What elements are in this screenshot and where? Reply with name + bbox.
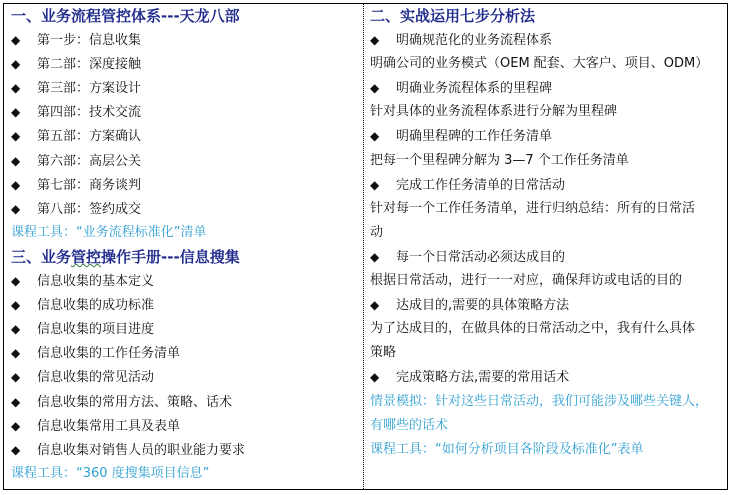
bullet-diamond-icon: ◆ (370, 370, 380, 385)
right-lines (370, 28, 727, 462)
bullet-diamond-icon: ◆ (11, 177, 21, 192)
step-item-text: 第八部：签约成交 (37, 201, 142, 217)
step-item-text: 第七部：商务谈判 (37, 177, 142, 193)
step-item-text: 第一步：信息收集 (37, 33, 142, 49)
steps-list (11, 28, 363, 221)
bullet-diamond-icon: ◆ (11, 370, 21, 385)
bullet-diamond-icon: ◆ (370, 129, 380, 144)
step-item (11, 76, 363, 100)
bullet-diamond-icon: ◆ (11, 418, 21, 433)
step-item-text: 第二部：深度接触 (37, 57, 142, 73)
step-item-text: 第六部：高层公关 (37, 153, 142, 169)
bullet-diamond-icon: ◆ (370, 249, 380, 264)
bullet-diamond-icon: ◆ (11, 33, 21, 48)
description-line: 动 (370, 224, 384, 240)
tool-line: 课程工具：“如何分析项目各阶段及标准化”表单 (370, 441, 644, 457)
info-item-text: 信息收集的常用方法、策略、话术 (37, 394, 233, 410)
description-line: 根据日常活动，进行一一对应，确保拜访或电话的目的 (370, 273, 683, 289)
heading3-part-c: 操作手册---信息搜集 (101, 247, 240, 266)
description-line: 针对具体的业务流程体系进行分解为里程碑 (370, 104, 618, 120)
analysis-step (370, 124, 727, 148)
bullet-diamond-icon: ◆ (370, 298, 380, 313)
info-item-text: 信息收集对销售人员的职业能力要求 (37, 442, 246, 458)
step-item (11, 173, 363, 197)
info-item (11, 317, 363, 341)
step-item-text: 第三部：方案设计 (37, 81, 142, 97)
bullet-diamond-icon: ◆ (11, 298, 21, 313)
step-item (11, 52, 363, 76)
info-item (11, 365, 363, 389)
right-column (364, 4, 727, 489)
bullet-diamond-icon: ◆ (11, 129, 21, 144)
bullet-diamond-icon: ◆ (11, 274, 21, 289)
bullet-diamond-icon: ◆ (11, 201, 21, 216)
bullet-diamond-icon: ◆ (11, 322, 21, 337)
info-item (11, 438, 363, 462)
step-item (11, 197, 363, 221)
info-item-text: 信息收集的工作任务清单 (37, 346, 181, 362)
tool-line: 有哪些的话术 (370, 417, 449, 433)
bullet-diamond-icon: ◆ (11, 442, 21, 457)
step-item (11, 149, 363, 173)
info-item-text: 信息收集的常见活动 (37, 370, 155, 386)
bullet-diamond-icon: ◆ (11, 105, 21, 120)
step-item (11, 28, 363, 52)
analysis-step-text: 完成工作任务清单的日常活动 (396, 177, 566, 193)
bullet-diamond-icon: ◆ (370, 81, 380, 96)
content-table (3, 3, 728, 490)
info-item-text: 信息收集的基本定义 (37, 274, 155, 290)
left-column (4, 4, 364, 489)
description-line: 明确公司的业务模式（OEM 配套、大客户、项目、ODM） (370, 56, 709, 72)
heading3-part-b: 管控 (71, 247, 102, 266)
analysis-step-text: 明确业务流程体系的里程碑 (396, 81, 553, 97)
bullet-diamond-icon: ◆ (11, 394, 21, 409)
analysis-step-text: 明确里程碑的工作任务清单 (396, 129, 553, 145)
info-item (11, 293, 363, 317)
description-line: 针对每一个工作任务清单，进行归纳总结：所有的日常活 (370, 200, 696, 216)
course-tool-1: 课程工具：“业务流程标准化”清单 (11, 224, 207, 240)
description-line: 策略 (370, 345, 397, 361)
heading3-part-a: 三、业务 (11, 247, 72, 266)
bullet-diamond-icon: ◆ (11, 153, 21, 168)
step-item (11, 100, 363, 124)
analysis-step (370, 365, 727, 389)
description-line: 为了达成目的，在做具体的日常活动之中，我有什么具体 (370, 321, 696, 337)
analysis-step-text: 每一个日常活动必须达成目的 (396, 249, 566, 265)
step-item-text: 第五部：方案确认 (37, 129, 142, 145)
info-item (11, 269, 363, 293)
analysis-step (370, 173, 727, 197)
bullet-diamond-icon: ◆ (11, 57, 21, 72)
tool-line: 情景模拟：针对这些日常活动，我们可能涉及哪些关键人， (370, 393, 709, 409)
bullet-diamond-icon: ◆ (11, 81, 21, 96)
info-item (11, 341, 363, 365)
analysis-step (370, 28, 727, 52)
info-list (11, 269, 363, 462)
bullet-diamond-icon: ◆ (370, 177, 380, 192)
analysis-step (370, 293, 727, 317)
section-heading-3 (11, 245, 363, 269)
analysis-step (370, 76, 727, 100)
step-item-text: 第四部：技术交流 (37, 105, 142, 121)
info-item (11, 390, 363, 414)
section-heading-1: 一、业务流程管控体系---天龙八部 (11, 7, 240, 25)
section-heading-2: 二、实战运用七步分析法 (370, 7, 536, 25)
description-line: 把每一个里程碑分解为 3—7 个工作任务清单 (370, 152, 629, 168)
info-item (11, 414, 363, 438)
course-tool-3: 课程工具：“360 度搜集项目信息” (11, 465, 210, 481)
analysis-step-text: 明确规范化的业务流程体系 (396, 33, 553, 49)
step-item (11, 124, 363, 148)
info-item-text: 信息收集的成功标准 (37, 298, 155, 314)
info-item-text: 信息收集常用工具及表单 (37, 418, 181, 434)
analysis-step-text: 完成策略方法,需要的常用话术 (396, 370, 570, 386)
info-item-text: 信息收集的项目进度 (37, 322, 155, 338)
bullet-diamond-icon: ◆ (11, 346, 21, 361)
analysis-step-text: 达成目的,需要的具体策略方法 (396, 298, 570, 314)
bullet-diamond-icon: ◆ (370, 33, 380, 48)
analysis-step (370, 245, 727, 269)
